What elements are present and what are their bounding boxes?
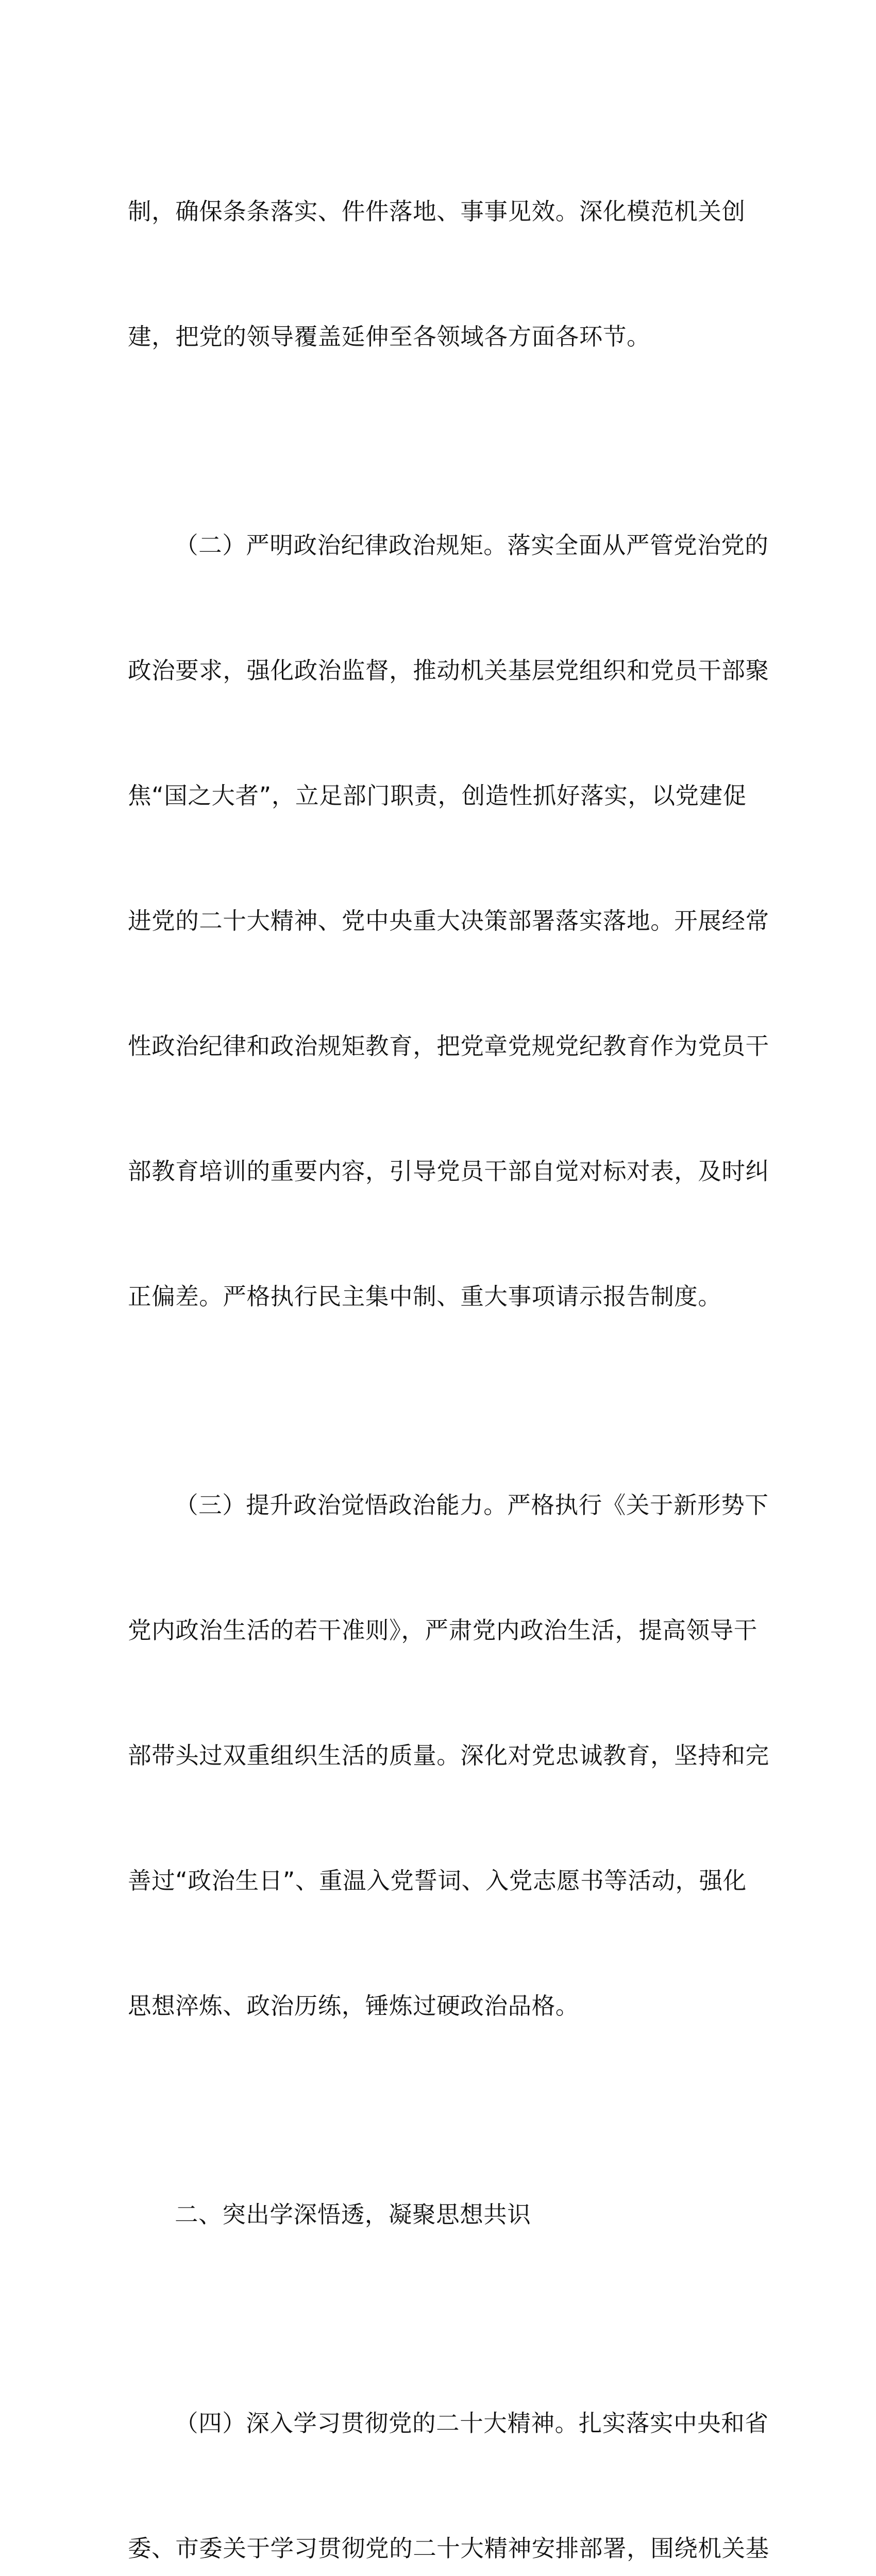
text-line: 部带头过双重组织生活的质量。深化对党忠诚教育，坚持和完	[128, 1742, 769, 1769]
paragraph-3	[128, 1401, 769, 2110]
text-line: 善过“政治生日”、重温入党誓词、入党志愿书等活动，强化	[128, 1867, 747, 1894]
text-line: 制，确保条条落实、件件落地、事事见效。深化模范机关创	[128, 198, 746, 225]
text-line: 焦“国之大者”，立足部门职责，创造性抓好落实，以党建促	[128, 782, 747, 809]
text-line: 政治要求，强化政治监督，推动机关基层党组织和党员干部聚	[128, 657, 769, 684]
text-line: 进党的二十大精神、党中央重大决策部署落实落地。开展经常	[128, 907, 769, 935]
paragraph-2	[128, 441, 769, 1401]
text-line: 委、市委关于学习贯彻党的二十大精神安排部署，围绕机关基	[128, 2535, 769, 2562]
section-heading	[128, 2110, 746, 2319]
document-body	[128, 107, 769, 2576]
text-line: （三）提升政治觉悟政治能力。严格执行《关于新形势下	[175, 1492, 769, 1519]
text-line: 建，把党的领导覆盖延伸至各领域各方面各环节。	[128, 323, 651, 350]
text-line: 正偏差。严格执行民主集中制、重大事项请示报告制度。	[128, 1283, 722, 1310]
text-line: （四）深入学习贯彻党的二十大精神。扎实落实中央和省	[175, 2410, 769, 2437]
paragraph-4	[128, 2319, 769, 2576]
text-line: 思想淬炼、政治历练，锤炼过硬政治品格。	[128, 1992, 579, 2020]
text-line: （二）严明政治纪律政治规矩。落实全面从严管党治党的	[175, 532, 769, 559]
text-line: 党内政治生活的若干准则》，严肃党内政治生活，提高领导干	[128, 1617, 757, 1644]
paragraph-1	[128, 107, 746, 441]
text-line: 部教育培训的重要内容，引导党员干部自觉对标对表，及时纠	[128, 1158, 769, 1185]
text-line: 性政治纪律和政治规矩教育，把党章党规党纪教育作为党员干	[128, 1032, 769, 1060]
section-heading-text: 二、突出学深悟透，凝聚思想共识	[175, 2201, 531, 2228]
